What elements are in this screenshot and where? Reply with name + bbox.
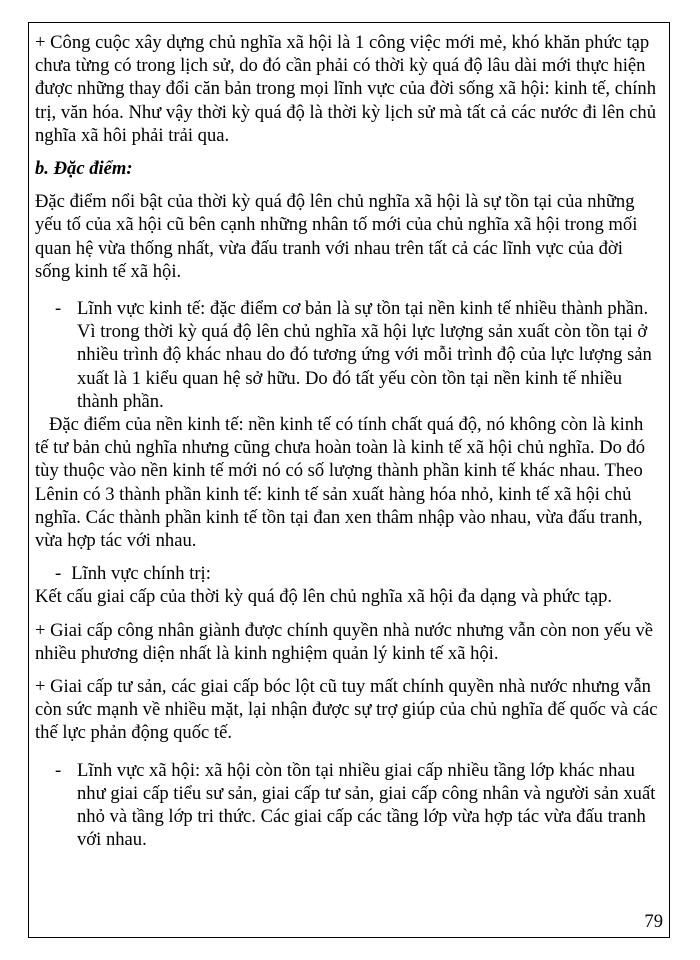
paragraph-tu-san: + Giai cấp tư sản, các giai cấp bóc lột cũ tuy mất chính quyền nhà nước nhưng vẫn còn sức mạnh về nhiều mặt, lại nhận được sự trợ giúp của chủ nghĩa đế quốc và các thế lực phản động quốc tế.	[35, 676, 658, 744]
dash-bullet-marker: -	[55, 298, 62, 320]
paragraph-intro: + Công cuộc xây dựng chủ nghĩa xã hội là 1 công việc mới mẻ, khó khăn phức tạp chưa từng có trong lịch sử, do đó cần phải có thời kỳ quá độ lâu dài mới thực hiện được những thay đổi căn bản trong mọi lĩnh vực của đời sống xã hội: kinh tế, chính trị, văn hóa. Như vậy thời kỳ quá độ là thời kỳ lịch sử mà tất cả các nước đi lên chủ nghĩa xã hôi phải trải qua.	[35, 32, 657, 146]
dash-bullet-marker: -	[55, 759, 62, 781]
bullet-kinh-te-text: Lĩnh vực kinh tế: đặc điểm cơ bản là sự tồn tại nền kinh tế nhiều thành phần. Vì trong thời kỳ quá độ lên chủ nghĩa xã hội lực lượng sản xuất còn tồn tại ở nhiều trình độ khác nhau do đó tương ứng với mỗi trình độ của lực lượng sản xuất là 1 kiểu quan hệ sở hữu. Do đó tất yếu còn tồn tại nền kinh tế nhiều thành phần.	[77, 298, 652, 412]
paragraph-ket-cau: Kết cấu giai cấp của thời kỳ quá độ lên chủ nghĩa xã hội đa dạng và phức tạp.	[35, 586, 613, 608]
bullet-xa-hoi-text: Lĩnh vực xã hội: xã hội còn tồn tại nhiều giai cấp nhiều tầng lớp khác nhau như giai cấp tiểu sư sản, giai cấp tư sản, giai cấp công nhân và người sản xuất nhỏ và tầng lớp tri thức. Các giai cấp các tầng lớp vừa hợp tác vừa đấu tranh với nhau.	[77, 759, 656, 851]
page-number: 79	[644, 910, 663, 932]
paragraph-dac-diem: Đặc điểm nổi bật của thời kỳ quá độ lên chủ nghĩa xã hội là sự tồn tại của những yếu tố của xã hội cũ bên cạnh những nhân tố mới của chủ nghĩa xã hội trong mối quan hệ vừa thống nhất, vừa đấu tranh với nhau trên tất cả các lĩnh vực của đời sống kinh tế xã hội.	[35, 191, 638, 282]
bullet-xa-hoi	[35, 759, 661, 852]
paragraph-nen-kinh-te: Đặc điểm của nền kinh tế: nền kinh tế có tính chất quá độ, nó không còn là kinh tế tư bản chủ nghĩa nhưng cũng chưa hoàn toàn là kinh tế xã hội chủ nghĩa. Do đó tùy thuộc vào nền kinh tế mới nó có số lượng thành phần kinh tế khác nhau. Theo Lênin có 3 thành phần kinh tế: kinh tế sản xuất hàng hóa nhỏ, kinh tế xã hội chủ nghĩa. Các thành phần kinh tế tồn tại đan xen thâm nhập vào nhau, vừa đấu tranh, vừa hợp tác với nhau.	[35, 414, 646, 552]
paragraph-cong-nhan: + Giai cấp công nhân giành được chính quyền nhà nước nhưng vẫn còn non yếu về nhiều phương diện nhất là kinh nghiệm quản lý kinh tế xã hội.	[35, 619, 654, 664]
bullet-chinh-tri-text: Lĩnh vực chính trị:	[71, 563, 211, 585]
section-heading-b: b. Đặc điểm:	[35, 158, 133, 180]
dash-bullet-marker: -	[55, 563, 62, 585]
bullet-kinh-te	[35, 297, 661, 413]
document-page	[28, 22, 670, 938]
bullet-chinh-tri	[35, 562, 661, 585]
